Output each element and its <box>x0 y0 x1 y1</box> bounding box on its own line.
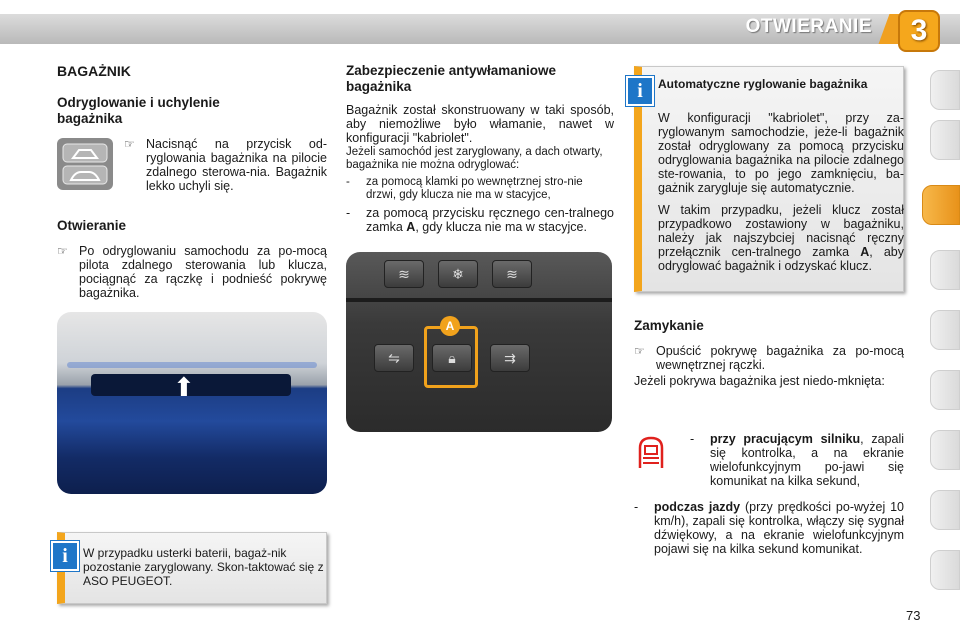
info-icon: i <box>626 76 654 106</box>
page-title: OTWIERANIE <box>745 16 872 37</box>
open-heading: Otwieranie <box>57 218 127 233</box>
info-icon: i <box>51 541 79 571</box>
pointer-icon: ☞ <box>57 244 68 258</box>
anti-theft-para1: Bagażnik został skonstruowany w taki sposób, aby niemożliwe było włamanie, nawet w konfiguracji "kabriolet". <box>346 103 614 145</box>
auto-lock-para1: W konfiguracji "kabriolet", przy za-ryglowanym samochodzie, jeże-li bagażnik został odryglowany za pomocą przycisku odryglowania bagażnika na pilocie zdalnego ste-rowania, to po jego zamknięciu, ba-gażnik zarygluje się automatycznie. <box>658 111 904 195</box>
chapter-tab-5[interactable] <box>930 310 960 350</box>
unlock-instruction: ☞ Nacisnąć na przycisk od-ryglowania bagażnika na pilocie zdalnego sterowa-nia. Bagażnik lekko uchyli się. <box>124 137 327 193</box>
remote-key-icon <box>57 138 113 190</box>
chapter-tab-8[interactable] <box>930 490 960 530</box>
unlock-heading: Odryglowanie i uchylenie bagażnika <box>57 95 220 126</box>
auto-lock-title: Automatyczne ryglowanie bagażnika <box>658 77 868 91</box>
auto-lock-info-box <box>634 66 904 292</box>
trunk-handle-photo <box>57 312 327 494</box>
auto-lock-para2: W takim przypadku, jeżeli klucz został przypadkowo zostawiony w bagażniku, należy jak najszybciej nacisnąć ręczny przełącznik cen-tralnego zamka A, aby odryglować bagażnik i odzyskać klucz. <box>658 203 905 273</box>
chapter-tab-7[interactable] <box>930 430 960 470</box>
battery-info-text: W przypadku usterki baterii, bagaż-nik pozostanie zaryglowany. Skon-taktować się z ASO PEUGEOT. <box>83 546 324 588</box>
chapter-tabs <box>930 60 960 630</box>
central-lock-button: 🔒︎ <box>432 344 472 372</box>
dash-button: ≋ <box>384 260 424 288</box>
arrow-up-icon: ⬆ <box>173 372 195 402</box>
pointer-icon: ☞ <box>124 137 135 151</box>
driving-item: - podczas jazdy (przy prędkości po-wyżej 10 km/h), zapali się kontrolka, włączy się sygnał dźwiękowy, a na ekranie wielofunkcyjnym pojawi się na kilka sekund komunikat. <box>634 500 904 556</box>
dash-button: ❄ <box>438 260 478 288</box>
marker-a: A <box>440 316 460 336</box>
battery-info-box <box>57 532 327 604</box>
close-instruction: ☞ Opuścić pokrywę bagażnika za po-mocą wewnętrznej rączki. <box>634 344 904 372</box>
anti-theft-item1: - za pomocą klamki po wewnętrznej stro-nie drzwi, gdy klucza nie ma w stacyjce, <box>346 176 583 201</box>
dash-button: ⇋ <box>374 344 414 372</box>
chapter-tab-9[interactable] <box>930 550 960 590</box>
trunk-open-warning-icon <box>634 434 668 470</box>
chapter-badge: 3 <box>898 10 940 52</box>
anti-theft-para2: Jeżeli samochód jest zaryglowany, a dach otwarty, bagażnika nie można odryglować: <box>346 146 603 171</box>
close-note: Jeżeli pokrywa bagażnika jest niedo-mknięta: <box>634 374 885 388</box>
open-instruction: ☞ Po odryglowaniu samochodu za po-mocą pilota zdalnego sterowania lub klucza, pociągnąć za rączkę i podnieść pokrywę bagażnika. <box>57 244 327 300</box>
section-title: BAGAŻNIK <box>57 63 131 79</box>
anti-theft-heading: Zabezpieczenie antywłamaniowe bagażnika <box>346 63 557 94</box>
dash-button: ≋ <box>492 260 532 288</box>
central-lock-switch-photo <box>346 252 612 432</box>
pointer-icon: ☞ <box>634 344 645 358</box>
chapter-tab-2[interactable] <box>930 120 960 160</box>
chapter-tab-6[interactable] <box>930 370 960 410</box>
anti-theft-item2: - za pomocą przycisku ręcznego cen-tralnego zamka A, gdy klucza nie ma w stacyjce. <box>346 206 614 234</box>
dash-button: ⇉ <box>490 344 530 372</box>
chapter-tab-4[interactable] <box>930 250 960 290</box>
chapter-tab-1[interactable] <box>930 70 960 110</box>
chapter-tab-3-active[interactable] <box>922 185 960 225</box>
page-number: 73 <box>906 608 921 623</box>
engine-running-item: - przy pracującym silniku, zapali się kontrolka, a na ekranie wielofunkcyjnym po-jawi się komunikat na kilka sekund, <box>690 432 904 488</box>
close-heading: Zamykanie <box>634 318 704 333</box>
